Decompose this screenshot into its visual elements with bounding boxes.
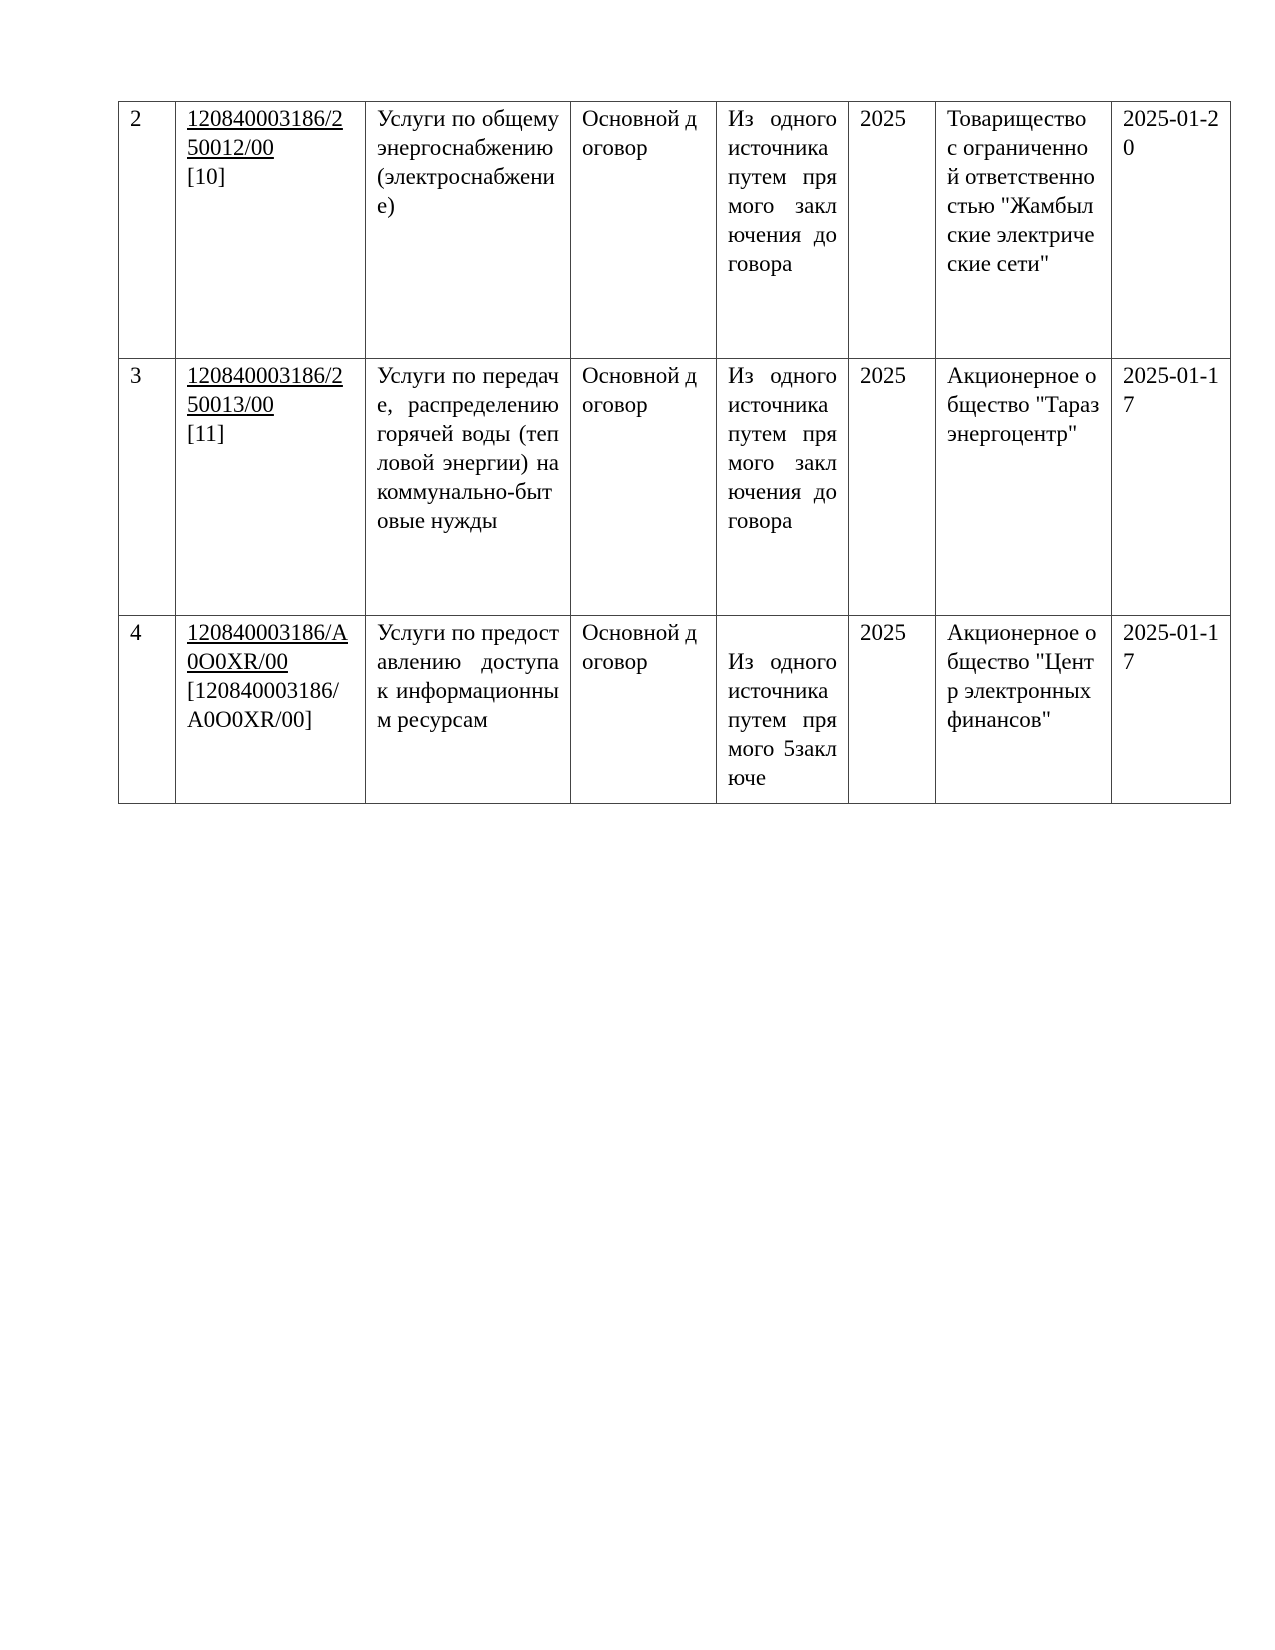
- contract-year: 2025: [849, 102, 936, 359]
- contract-date: 2025-01-17: [1112, 616, 1231, 804]
- table-row: [119, 359, 1231, 616]
- method-spacer: [728, 618, 837, 647]
- contract-reference-note: [11]: [187, 421, 225, 446]
- supplier-name: Акционерное общество "Таразэнергоцентр": [936, 359, 1112, 616]
- contract-reference-cell: [176, 102, 366, 359]
- contract-year: 2025: [849, 359, 936, 616]
- contract-reference-cell: [176, 359, 366, 616]
- contract-reference-link[interactable]: 120840003186/250013/00: [187, 363, 343, 417]
- procurement-method: Из одного источника путем прямого заключения договора: [717, 359, 849, 616]
- contract-type: Основной договор: [571, 359, 717, 616]
- row-number: 2: [119, 102, 176, 359]
- contract-year: 2025: [849, 616, 936, 804]
- contract-reference-note: [10]: [187, 164, 226, 189]
- contract-date: 2025-01-17: [1112, 359, 1231, 616]
- contract-subject: Услуги по общему энергоснабжению (электроснабжение): [366, 102, 571, 359]
- row-number: 4: [119, 616, 176, 804]
- contract-reference-cell: [176, 616, 366, 804]
- supplier-name: Товарищество с ограниченной ответственностью "Жамбылские электрические сети": [936, 102, 1112, 359]
- table-row: [119, 102, 1231, 359]
- procurement-method: Из одного источника путем прямого заключения договора: [717, 102, 849, 359]
- contract-reference-link[interactable]: 120840003186/A0O0XR/00: [187, 620, 348, 674]
- contracts-table: [118, 101, 1231, 804]
- contract-type: Основной договор: [571, 102, 717, 359]
- contract-subject: Услуги по передаче, распределению горячей воды (тепловой энергии) на коммунально-бытовые нужды: [366, 359, 571, 616]
- contract-type: Основной договор: [571, 616, 717, 804]
- contract-subject: Услуги по предоставлению доступа к информационным ресурсам: [366, 616, 571, 804]
- contract-reference-link[interactable]: 120840003186/250012/00: [187, 106, 343, 160]
- contract-date: 2025-01-20: [1112, 102, 1231, 359]
- procurement-method: Из одного источника путем прямого 5заключе: [728, 649, 837, 790]
- supplier-name: Акционерное общество "Центр электронных финансов": [936, 616, 1112, 804]
- procurement-method-cell: [717, 616, 849, 804]
- table-row: [119, 616, 1231, 804]
- row-number: 3: [119, 359, 176, 616]
- contract-reference-note: [120840003186/A0O0XR/00]: [187, 678, 340, 732]
